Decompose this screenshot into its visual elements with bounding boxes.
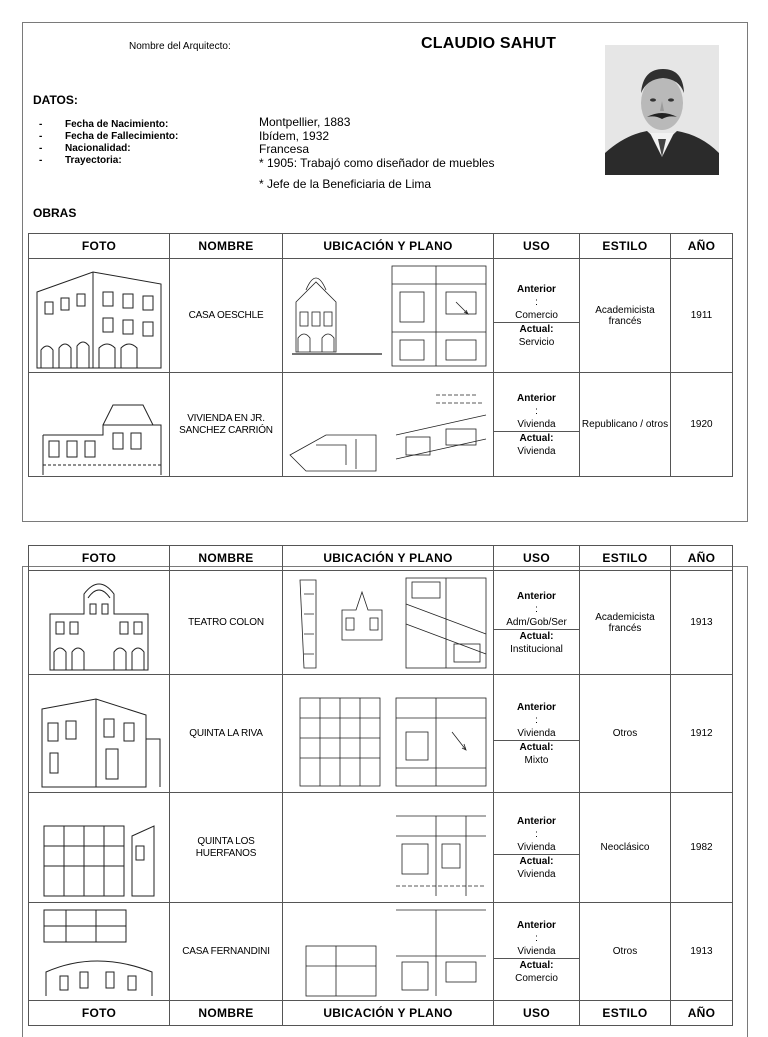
building-photo bbox=[29, 373, 170, 477]
death-date-value: Ibídem, 1932 bbox=[259, 128, 330, 143]
datos-values bbox=[259, 116, 494, 192]
col-ubicacion: UBICACIÓN Y PLANO bbox=[283, 234, 494, 259]
architect-name-label: Nombre del Arquitecto: bbox=[129, 41, 231, 52]
death-date-label: - Fecha de Fallecimiento: bbox=[51, 131, 178, 143]
uso-actual: Actual: Institucional bbox=[494, 629, 579, 656]
uso-cell bbox=[494, 373, 580, 477]
anio: 1912 bbox=[671, 675, 733, 793]
col-estilo: ESTILO bbox=[580, 234, 671, 259]
col-foto: FOTO bbox=[29, 546, 170, 571]
architect-portrait bbox=[605, 45, 719, 175]
building-name: QUINTA LA RIVA bbox=[170, 675, 283, 793]
table-row bbox=[29, 259, 733, 373]
col-uso: USO bbox=[494, 1001, 580, 1026]
uso-anterior: Anterior : Vivienda bbox=[517, 392, 556, 430]
building-photo bbox=[29, 259, 170, 373]
career-label: - Trayectoria: bbox=[51, 155, 178, 167]
uso-anterior: Anterior : Vivienda bbox=[517, 815, 556, 853]
document-page-2 bbox=[22, 551, 748, 1037]
building-photo bbox=[29, 675, 170, 793]
building-name: VIVIENDA EN JR. SANCHEZ CARRIÓN bbox=[170, 373, 283, 477]
building-photo bbox=[29, 903, 170, 1001]
architect-name: CLAUDIO SAHUT bbox=[421, 35, 557, 52]
table-header-row bbox=[29, 546, 733, 571]
career-value-2: * Jefe de la Beneficiaria de Lima bbox=[259, 177, 432, 191]
estilo: Academicista francés bbox=[580, 571, 671, 675]
col-ubicacion: UBICACIÓN Y PLANO bbox=[283, 1001, 494, 1026]
uso-actual: Actual: Mixto bbox=[494, 740, 579, 767]
table-row bbox=[29, 675, 733, 793]
location-plan bbox=[283, 675, 494, 793]
career-value-1: * 1905: Trabajó como diseñador de muebles bbox=[259, 155, 495, 170]
anio: 1913 bbox=[671, 571, 733, 675]
location-plan bbox=[283, 793, 494, 903]
col-anio: AÑO bbox=[671, 1001, 733, 1026]
col-foto: FOTO bbox=[29, 234, 170, 259]
uso-actual: Actual: Vivienda bbox=[494, 854, 579, 881]
uso-anterior: Anterior : Vivienda bbox=[517, 919, 556, 957]
building-name: TEATRO COLON bbox=[170, 571, 283, 675]
nationality-value: Francesa bbox=[259, 142, 310, 156]
anio: 1913 bbox=[671, 903, 733, 1001]
col-nombre: NOMBRE bbox=[170, 546, 283, 571]
building-name: CASA OESCHLE bbox=[170, 259, 283, 373]
table-header-row bbox=[29, 234, 733, 259]
col-ubicacion: UBICACIÓN Y PLANO bbox=[283, 546, 494, 571]
obras-heading: OBRAS bbox=[33, 206, 77, 220]
estilo: Otros bbox=[580, 903, 671, 1001]
col-nombre: NOMBRE bbox=[170, 1001, 283, 1026]
uso-actual: Actual: Servicio bbox=[494, 322, 579, 349]
uso-cell bbox=[494, 571, 580, 675]
table-header-row bbox=[29, 1001, 733, 1026]
col-anio: AÑO bbox=[671, 546, 733, 571]
building-name: QUINTA LOS HUERFANOS bbox=[170, 793, 283, 903]
col-foto: FOTO bbox=[29, 1001, 170, 1026]
col-estilo: ESTILO bbox=[580, 546, 671, 571]
col-anio: AÑO bbox=[671, 234, 733, 259]
building-photo bbox=[29, 571, 170, 675]
nationality-label: - Nacionalidad: bbox=[51, 143, 178, 155]
uso-anterior: Anterior : Vivienda bbox=[517, 701, 556, 739]
uso-actual: Actual: Comercio bbox=[494, 958, 579, 985]
anio: 1982 bbox=[671, 793, 733, 903]
location-plan bbox=[283, 571, 494, 675]
anio: 1911 bbox=[671, 259, 733, 373]
building-photo bbox=[29, 793, 170, 903]
uso-anterior: Anterior : Adm/Gob/Ser bbox=[506, 590, 567, 628]
location-plan bbox=[283, 903, 494, 1001]
location-plan bbox=[283, 259, 494, 373]
col-nombre: NOMBRE bbox=[170, 234, 283, 259]
birth-date-label: - Fecha de Nacimiento: bbox=[51, 119, 178, 131]
table-row bbox=[29, 571, 733, 675]
estilo: Otros bbox=[580, 675, 671, 793]
obras-table-1 bbox=[28, 233, 733, 477]
uso-cell bbox=[494, 793, 580, 903]
col-uso: USO bbox=[494, 546, 580, 571]
building-name: CASA FERNANDINI bbox=[170, 903, 283, 1001]
location-plan bbox=[283, 373, 494, 477]
obras-table-2 bbox=[28, 545, 733, 1026]
table-row bbox=[29, 793, 733, 903]
datos-heading: DATOS: bbox=[33, 93, 78, 107]
document-page-1 bbox=[22, 22, 748, 522]
datos-labels bbox=[51, 119, 178, 167]
table-row bbox=[29, 373, 733, 477]
estilo: Neoclásico bbox=[580, 793, 671, 903]
estilo: Academicista francés bbox=[580, 259, 671, 373]
uso-actual: Actual: Vivienda bbox=[494, 431, 579, 458]
estilo: Republicano / otros bbox=[580, 373, 671, 477]
uso-cell bbox=[494, 259, 580, 373]
table-row bbox=[29, 903, 733, 1001]
anio: 1920 bbox=[671, 373, 733, 477]
col-estilo: ESTILO bbox=[580, 1001, 671, 1026]
col-uso: USO bbox=[494, 234, 580, 259]
uso-cell bbox=[494, 675, 580, 793]
birth-date-value: Montpellier, 1883 bbox=[259, 115, 351, 129]
uso-cell bbox=[494, 903, 580, 1001]
uso-anterior: Anterior : Comercio bbox=[515, 283, 558, 321]
